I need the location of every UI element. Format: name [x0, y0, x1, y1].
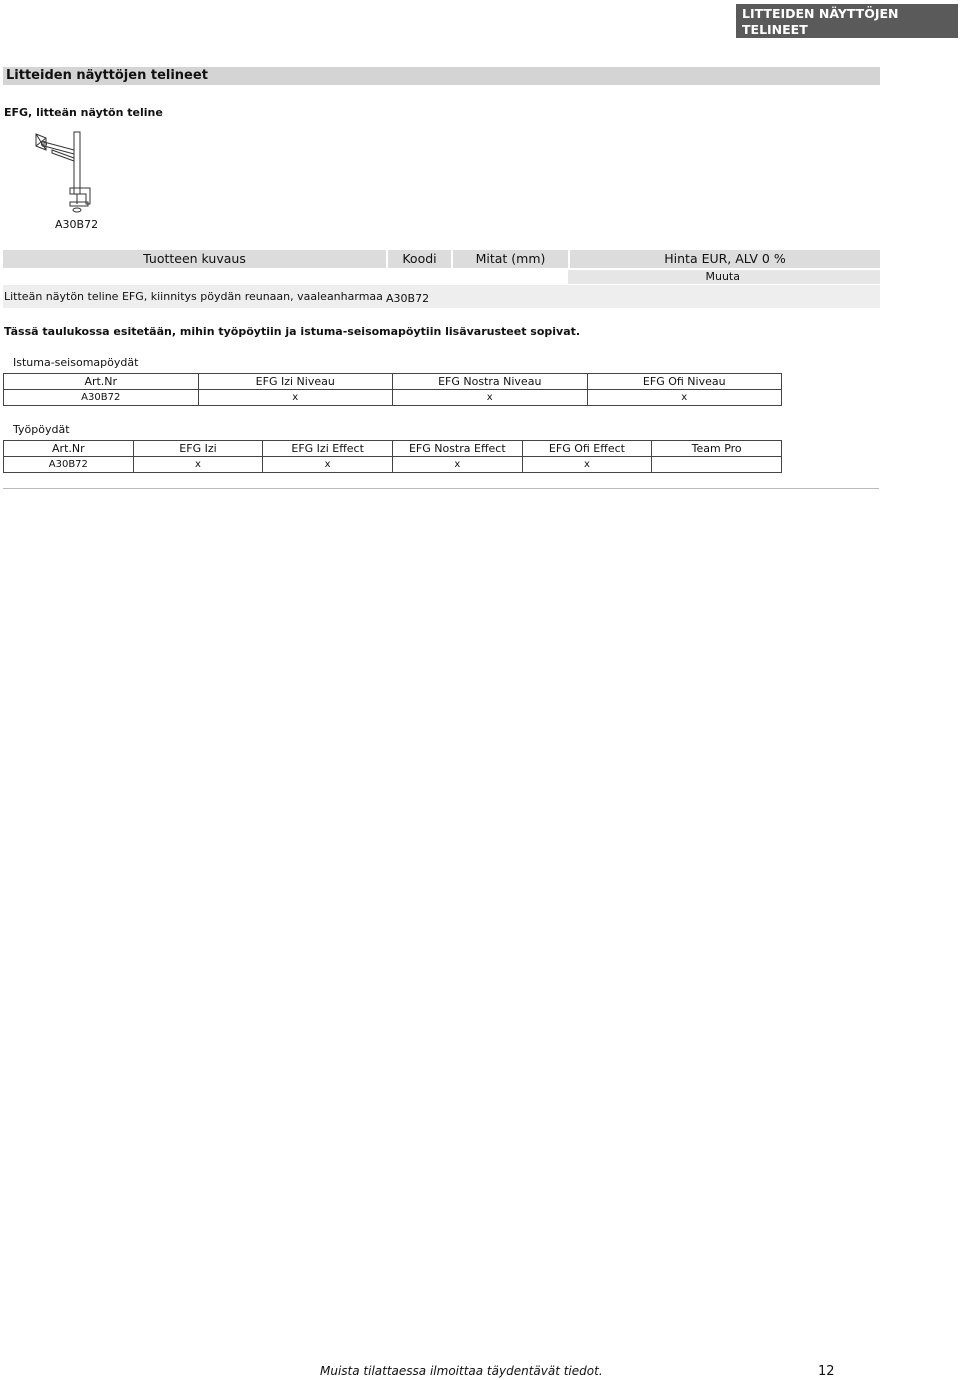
header-code: Koodi — [388, 250, 451, 268]
table-cell: A30B72 — [4, 390, 199, 406]
table-cell: x — [198, 390, 393, 406]
table-header-cell: EFG Ofi Niveau — [587, 374, 782, 390]
sit-stand-table — [3, 373, 782, 406]
desks-label: Työpöydät — [13, 423, 70, 436]
table-header-cell: EFG Ofi Effect — [522, 441, 652, 457]
table-header-cell: Team Pro — [652, 441, 782, 457]
table-cell — [652, 457, 782, 473]
product-name: EFG, litteän näytön teline — [4, 106, 163, 119]
table-cell: x — [587, 390, 782, 406]
page-title: Litteiden näyttöjen telineet — [3, 67, 880, 85]
spec-table-header — [3, 250, 880, 268]
table-row — [4, 457, 782, 473]
spec-row-code: A30B72 — [386, 292, 430, 305]
intro-text: Tässä taulukossa esitetään, mihin työpöytiin ja istuma-seisomapöytiin lisävarusteet sopivat. — [4, 325, 581, 338]
page-number: 12 — [818, 1364, 835, 1379]
table-cell: x — [263, 457, 393, 473]
table-header-cell: EFG Nostra Niveau — [393, 374, 588, 390]
table-header-cell: EFG Nostra Effect — [392, 441, 522, 457]
section-divider — [3, 488, 879, 489]
table-header-cell: EFG Izi Effect — [263, 441, 393, 457]
monitor-arm-illustration — [30, 128, 110, 216]
header-price: Hinta EUR, ALV 0 % — [570, 250, 880, 268]
section-tag: LITTEIDEN NÄYTTÖJEN TELINEET — [736, 4, 958, 38]
header-other: Muuta — [568, 270, 880, 284]
table-header-cell: EFG Izi — [133, 441, 263, 457]
desks-table — [3, 440, 782, 473]
product-image-code: A30B72 — [55, 218, 99, 231]
footer-note: Muista tilattaessa ilmoittaa täydentävät tiedot. — [320, 1364, 603, 1378]
table-cell: A30B72 — [4, 457, 134, 473]
table-row — [4, 390, 782, 406]
table-cell: x — [133, 457, 263, 473]
sit-stand-label: Istuma-seisomapöydät — [13, 356, 139, 369]
table-cell: x — [522, 457, 652, 473]
table-cell: x — [392, 457, 522, 473]
header-dimensions: Mitat (mm) — [453, 250, 568, 268]
table-header-cell: EFG Izi Niveau — [198, 374, 393, 390]
table-header-cell: Art.Nr — [4, 441, 134, 457]
table-cell: x — [393, 390, 588, 406]
table-header-cell: Art.Nr — [4, 374, 199, 390]
header-description: Tuotteen kuvaus — [3, 250, 386, 268]
spec-row-description: Litteän näytön teline EFG, kiinnitys pöydän reunaan, vaaleanharmaa — [4, 290, 383, 303]
